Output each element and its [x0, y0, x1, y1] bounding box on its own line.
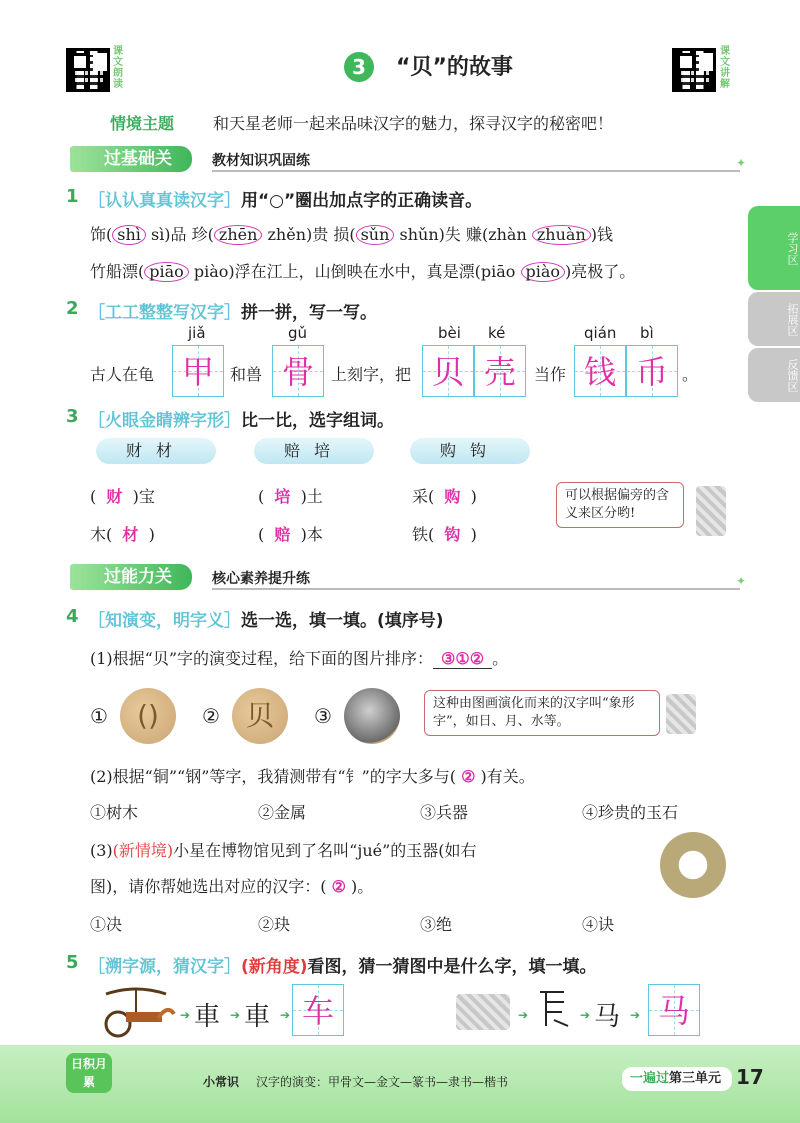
- question-instruction: 用“○”圈出加点字的正确读音。: [241, 191, 483, 211]
- arrow-icon: ➔: [230, 1008, 241, 1022]
- char-pair: 购钩: [410, 438, 530, 464]
- question-number: 3: [66, 406, 79, 427]
- question-heading: [88, 298, 377, 323]
- tip-text: 汉字的演变：甲骨文—金文—篆书—隶书—楷书: [256, 1075, 509, 1089]
- coin-label: ③: [314, 704, 332, 728]
- answer: ③①②: [433, 649, 492, 669]
- hint-note: 可以根据偏旁的含义来区分哟!: [556, 482, 684, 528]
- q2-text-3: 上刻字，把: [331, 365, 412, 384]
- star-icon: ✦: [735, 574, 746, 588]
- pinyin: bì: [640, 324, 654, 342]
- q2-text-4: 当作: [534, 365, 567, 384]
- text: shǔn)失 赚(zhàn: [394, 225, 532, 244]
- bei-char-image: 贝: [232, 688, 288, 744]
- text: ): [470, 487, 477, 506]
- question-tag: ［知演变，明字义］: [88, 611, 241, 631]
- chariot-image: [96, 984, 176, 1040]
- ancient-glyph: 車: [194, 1002, 221, 1032]
- text: 竹船漂(: [90, 262, 145, 281]
- coin-label: ②: [202, 704, 220, 728]
- q3-row-2a: [90, 522, 155, 545]
- arrow-icon: ➔: [630, 1008, 641, 1022]
- written-char: 车: [301, 992, 334, 1030]
- circled-answer: zhēn: [214, 225, 263, 245]
- text: 饰(: [90, 225, 113, 244]
- char-pair: 财材: [96, 438, 216, 464]
- section-basic: [70, 146, 746, 172]
- text: (: [258, 487, 265, 506]
- text: )钱: [590, 225, 613, 244]
- written-char: 贝: [431, 353, 464, 391]
- circled-answer: shì: [112, 225, 146, 245]
- text: 小星在博物馆见到了名叫“jué”的玉器(如右: [173, 841, 477, 860]
- section-basic-sub: 教材知识巩固练: [212, 153, 310, 169]
- section-basic-label: 过基础关: [70, 146, 192, 172]
- arrow-icon: ➔: [280, 1008, 291, 1022]
- q3-row-1c: [412, 484, 477, 507]
- lesson-number: 3: [344, 52, 374, 82]
- pinyin: gǔ: [288, 324, 308, 342]
- section-divider: [212, 170, 740, 172]
- theme-text: 和天星老师一起来品味汉字的魅力，探寻汉字的秘密吧！: [213, 114, 614, 133]
- writing-grid[interactable]: [626, 345, 678, 397]
- written-char: 骨: [281, 353, 314, 391]
- tip-label: 小常识: [203, 1075, 240, 1089]
- q1-line-2: [90, 259, 635, 282]
- circled-answer: zhuàn: [532, 225, 591, 245]
- q4-part1: [90, 646, 508, 669]
- daily-tip-tag: 日积月累: [66, 1053, 112, 1093]
- question-number: 5: [66, 952, 79, 973]
- cowrie-image: [344, 688, 400, 744]
- written-char: 币: [635, 353, 668, 391]
- option: ①树木: [90, 803, 139, 822]
- horse-image: [456, 994, 510, 1030]
- text: zhěn)贵 损(: [262, 225, 356, 244]
- answer: 财: [106, 487, 123, 506]
- written-char: 壳: [483, 353, 516, 391]
- q2-text-1: 古人在龟: [90, 365, 155, 384]
- option: ③兵器: [420, 803, 469, 822]
- text: (1)根据“贝”字的演变过程，给下面的图片排序：: [90, 649, 434, 668]
- text: 铁(: [412, 525, 435, 544]
- written-char: 甲: [181, 353, 214, 391]
- answer: 购: [444, 487, 461, 506]
- option: ④诀: [582, 915, 615, 934]
- text: )。: [351, 877, 374, 896]
- option: ④珍贵的玉石: [582, 803, 679, 822]
- tab-feedback[interactable]: 反馈区: [748, 348, 800, 402]
- text: )本: [300, 525, 323, 544]
- answer: 赔: [274, 525, 291, 544]
- qr-code-reading[interactable]: [66, 48, 110, 92]
- question-tag: ［火眼金睛辨字形］: [88, 411, 241, 431]
- new-context-tag: (新情境): [112, 841, 174, 860]
- unit-badge: [622, 1067, 732, 1091]
- pictograph-note: 这种由图画演化而来的汉字叫“象形字”，如日、月、水等。: [424, 690, 660, 736]
- writing-grid[interactable]: [292, 984, 344, 1036]
- text: sì)品 珍(: [145, 225, 214, 244]
- brand-name: 一遍过: [630, 1071, 670, 1086]
- text: 木(: [90, 525, 113, 544]
- writing-grid[interactable]: [574, 345, 626, 397]
- q3-row-2c: [412, 522, 477, 545]
- writing-grid[interactable]: [172, 345, 224, 397]
- pinyin: bèi: [438, 324, 461, 342]
- text: 采(: [412, 487, 435, 506]
- writing-grid[interactable]: [474, 345, 526, 397]
- question-heading: [88, 406, 394, 431]
- question-instruction: 比一比，选字组词。: [241, 411, 394, 431]
- option: ③绝: [420, 915, 453, 934]
- question-number: 2: [66, 298, 79, 319]
- written-char: 钱: [583, 353, 616, 391]
- q4-part2: [90, 764, 535, 787]
- option: ②玦: [258, 915, 291, 934]
- theme-label: 情境主题: [110, 114, 175, 133]
- text: (3): [90, 841, 113, 860]
- q1-line-1: [90, 222, 613, 245]
- tab-extend[interactable]: 拓展区: [748, 292, 800, 346]
- q4-part3-line2: [90, 874, 373, 897]
- writing-grid[interactable]: [272, 345, 324, 397]
- coin-label: ①: [90, 704, 108, 728]
- answer: ②: [331, 877, 346, 896]
- writing-grid[interactable]: [648, 984, 700, 1036]
- text: )宝: [132, 487, 155, 506]
- question-instruction: 看图，猜一猜图中是什么字，填一填。: [307, 957, 597, 977]
- text: 图)，请你帮她选出对应的汉字：(: [90, 877, 327, 896]
- answer: 培: [274, 487, 291, 506]
- section-ability: [70, 564, 746, 590]
- page-number: 17: [736, 1065, 764, 1089]
- text: (: [258, 525, 265, 544]
- section-ability-sub: 核心素养提升练: [212, 571, 310, 587]
- arrow-icon: ➔: [518, 1008, 529, 1022]
- q4-part3-line1: [90, 838, 477, 861]
- text: piào)浮在江上，山倒映在水中，真是漂(piāo: [188, 262, 521, 281]
- question-number: 1: [66, 186, 79, 207]
- shell-image: (): [120, 688, 176, 744]
- question-instruction: 选一选，填一填。(填序号): [241, 611, 444, 631]
- star-icon: ✦: [735, 156, 746, 170]
- text: )有关。: [480, 767, 535, 786]
- arrow-icon: ➔: [580, 1008, 591, 1022]
- question-tag: ［认认真真读汉字］: [88, 191, 241, 211]
- mascot-icon: [666, 694, 696, 734]
- option: ①决: [90, 915, 123, 934]
- circled-answer: sǔn: [356, 225, 395, 245]
- text: ): [470, 525, 477, 544]
- q3-row-1b: [258, 484, 323, 507]
- answer: ②: [461, 767, 476, 786]
- written-char: 马: [657, 992, 690, 1030]
- text: ): [148, 525, 155, 544]
- circled-answer: piào: [521, 262, 566, 282]
- ancient-horse-glyph: [534, 986, 574, 1030]
- footer: [0, 1045, 800, 1123]
- question-number: 4: [66, 606, 79, 627]
- tab-study[interactable]: 学习区: [748, 206, 800, 290]
- pinyin: ké: [488, 324, 506, 342]
- ancient-glyph: 車: [244, 1002, 271, 1032]
- question-instruction: 拼一拼，写一写。: [241, 303, 377, 323]
- section-divider: [212, 588, 740, 590]
- pinyin: qián: [584, 324, 617, 342]
- mascot-icon: [696, 486, 726, 536]
- question-tag: ［工工整整写汉字］: [88, 303, 241, 323]
- text: (: [90, 487, 97, 506]
- char-pair: 赔培: [254, 438, 374, 464]
- text: 。: [492, 649, 509, 668]
- seal-glyph: 马: [594, 1002, 621, 1032]
- q2-text-5: 。: [682, 365, 699, 384]
- answer: 材: [122, 525, 139, 544]
- q3-row-2b: [258, 522, 323, 545]
- page-title: “贝”的故事: [396, 55, 513, 80]
- arrow-icon: ➔: [180, 1008, 191, 1022]
- q2-text-2: 和兽: [230, 365, 263, 384]
- text: (2)根据“铜”“钢”等字，我猜测带有“钅”的字大多与(: [90, 767, 456, 786]
- qr-code-explain[interactable]: [672, 48, 716, 92]
- q3-row-1a: [90, 484, 155, 507]
- pinyin: jiǎ: [188, 324, 206, 342]
- text: )亮极了。: [565, 262, 636, 281]
- explain-label: 课文讲解: [720, 46, 730, 90]
- section-ability-label: 过能力关: [70, 564, 192, 590]
- jade-ring-image: [660, 832, 726, 898]
- reading-label: 课文朗读: [113, 46, 123, 90]
- new-angle-tag: (新角度): [241, 957, 308, 977]
- answer: 钩: [444, 525, 461, 544]
- question-heading: [88, 186, 482, 211]
- option: ②金属: [258, 803, 307, 822]
- unit-name: 第三单元: [669, 1071, 722, 1086]
- question-tag: ［溯字源，猜汉字］: [88, 957, 241, 977]
- circled-answer: piāo: [144, 262, 189, 282]
- question-heading: [88, 952, 597, 977]
- question-heading: [88, 606, 444, 631]
- text: )土: [300, 487, 323, 506]
- writing-grid[interactable]: [422, 345, 474, 397]
